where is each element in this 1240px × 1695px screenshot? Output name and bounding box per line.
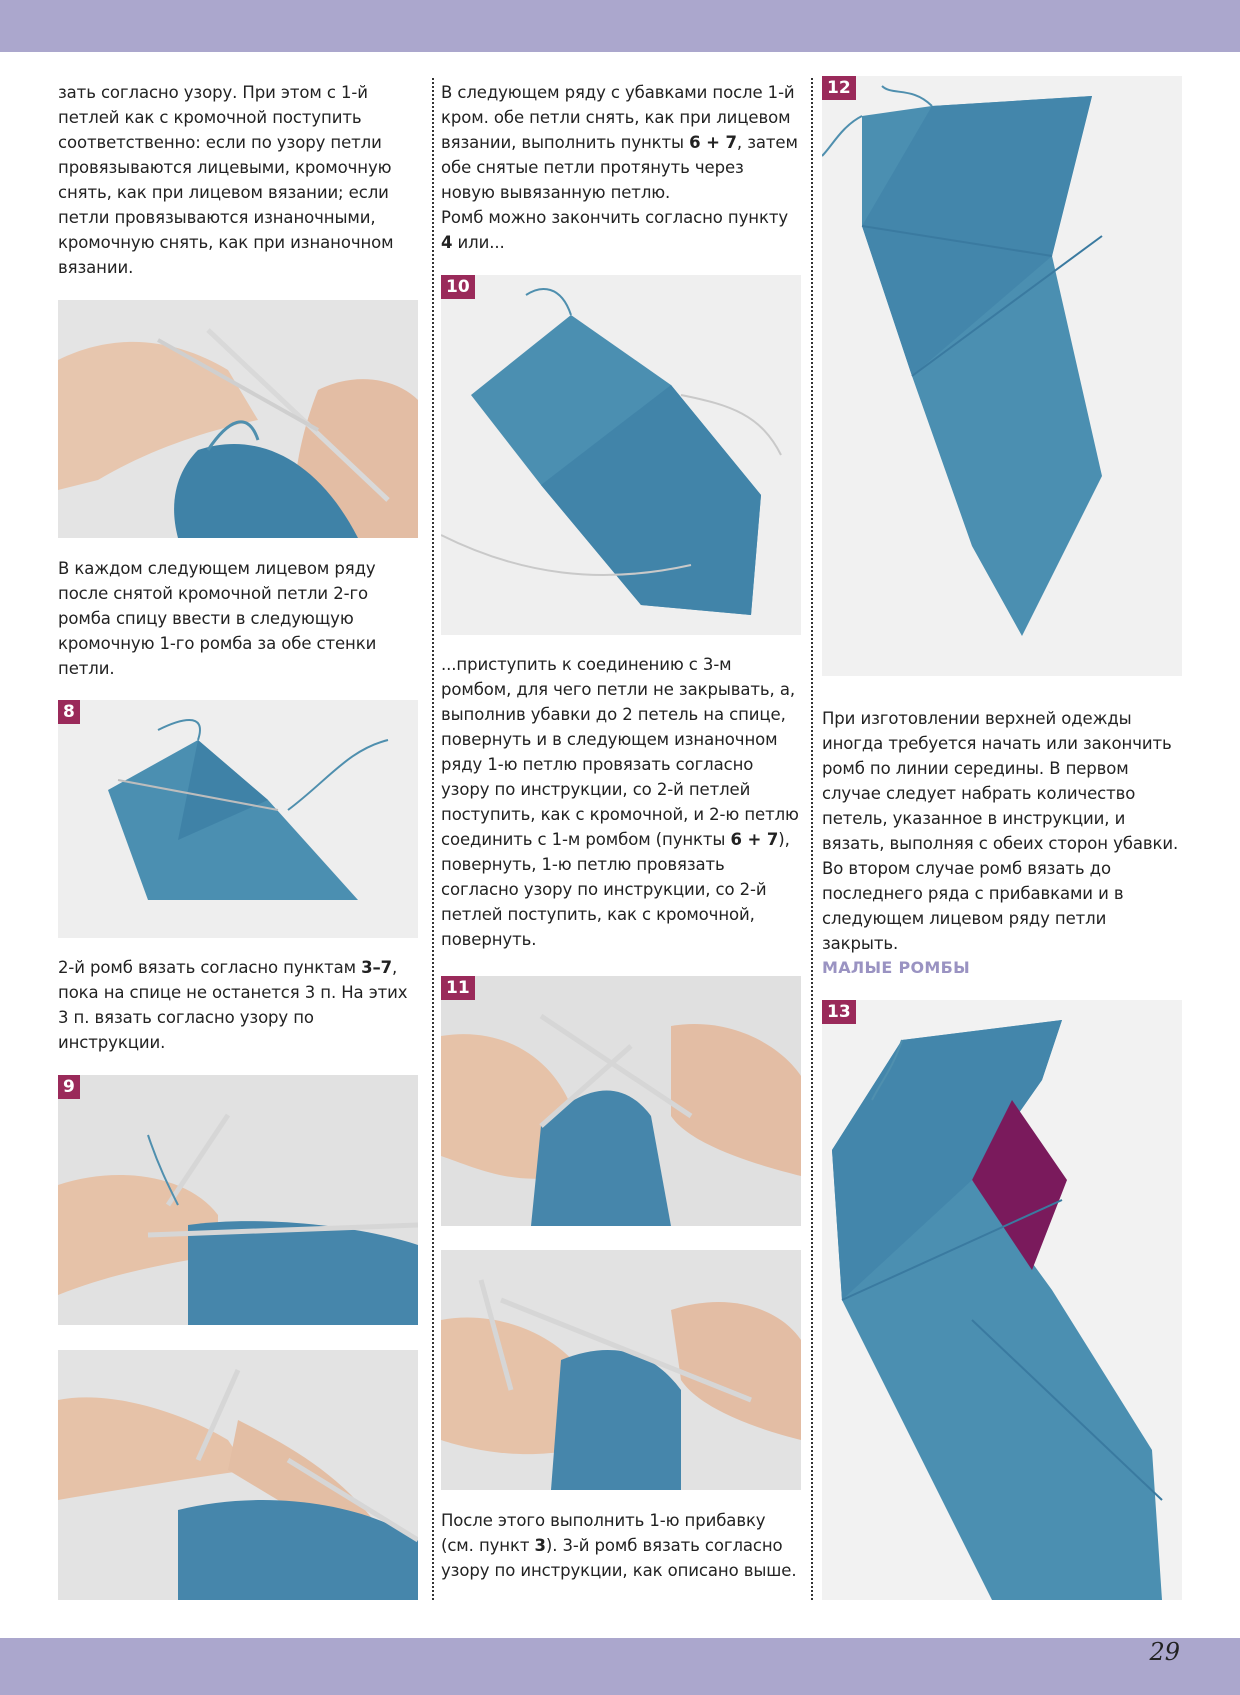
col3-paragraph-1: При изготовлении верхней одежды иногда требуется начать или закончить ромб по линии середины. В первом случае следует набрать количество петель, указанное в инструкции, и вязать, выполняя с обеих сторон убавки. Во втором случае ромб вязать до последнего ряда с прибавками и в следующем лицевом ряду петли закрыть. xyxy=(822,709,1179,953)
photo-knitting-hands-1 xyxy=(58,300,418,538)
photo-9-needles-2 xyxy=(58,1350,418,1600)
column-divider-1 xyxy=(432,78,434,1600)
col2-paragraph-3: После этого выполнить 1-ю прибавку (см. пункт 3). 3-й ромб вязать согласно узору по инструкции, как описано выше. xyxy=(441,1511,797,1580)
col1-paragraph-1: зать согласно узору. При этом с 1-й петлей как с кромочной поступить соответственно: если по узору петли провязываются лицевыми, кромочную снять, как при лицевом вязании; если петли провязываются изнаночными, кромочную снять, как при изнаночном вязании. xyxy=(58,83,394,277)
photo-number-9: 9 xyxy=(58,1075,80,1099)
col1-paragraph-2: В каждом следующем лицевом ряду после снятой кромочной петли 2-го ромба спицу ввести в следующую кромочную 1-го ромба за обе стенки петли. xyxy=(58,559,377,678)
photo-11-joining-1 xyxy=(441,976,801,1226)
photo-12-joined-rhombuses xyxy=(822,76,1182,676)
photo-number-11: 11 xyxy=(441,976,475,1000)
col2-paragraph-1: В следующем ряду с убавками после 1-й кром. обе петли снять, как при лицевом вязании, выполнить пункты 6 + 7, затем обе снятые петли протянуть через новую вывязанную петлю. Ромб можно закончить согласно пункту 4 или... xyxy=(441,83,798,252)
page-number: 29 xyxy=(1149,1638,1180,1666)
photo-8-joined-rhombus xyxy=(58,700,418,938)
photo-number-10: 10 xyxy=(441,275,475,299)
photo-11-joining-2 xyxy=(441,1250,801,1490)
col2-paragraph-2: ...приступить к соединению с 3-м ромбом, для чего петли не закрывать, а, выполнив убавки до 2 петель на спице, повернуть и в следующем изнаночном ряду 1-ю петлю провязать согласно узору по инструкции, со 2-й петлей поступить, как с кромочной, и 2-ю петлю соединить с 1-м ромбом (пункты 6 + 7), повернуть, 1-ю петлю провязать согласно узору по инструкции, со 2-й петлей поступить, как с кромочной, повернуть. xyxy=(441,655,799,949)
section-heading-small-rhombuses: МАЛЫЕ РОМБЫ xyxy=(822,958,970,977)
col1-paragraph-3: 2-й ромб вязать согласно пунктам 3–7, пока на спице не останется 3 п. На этих 3 п. вязать согласно узору по инструкции. xyxy=(58,958,408,1052)
photo-number-8: 8 xyxy=(58,700,80,724)
photo-9-needles-1 xyxy=(58,1075,418,1325)
column-divider-2 xyxy=(811,78,813,1600)
photo-10-rhombus-decrease xyxy=(441,275,801,635)
photo-13-small-rhombus xyxy=(822,1000,1182,1600)
photo-number-13: 13 xyxy=(822,1000,856,1024)
photo-number-12: 12 xyxy=(822,76,856,100)
